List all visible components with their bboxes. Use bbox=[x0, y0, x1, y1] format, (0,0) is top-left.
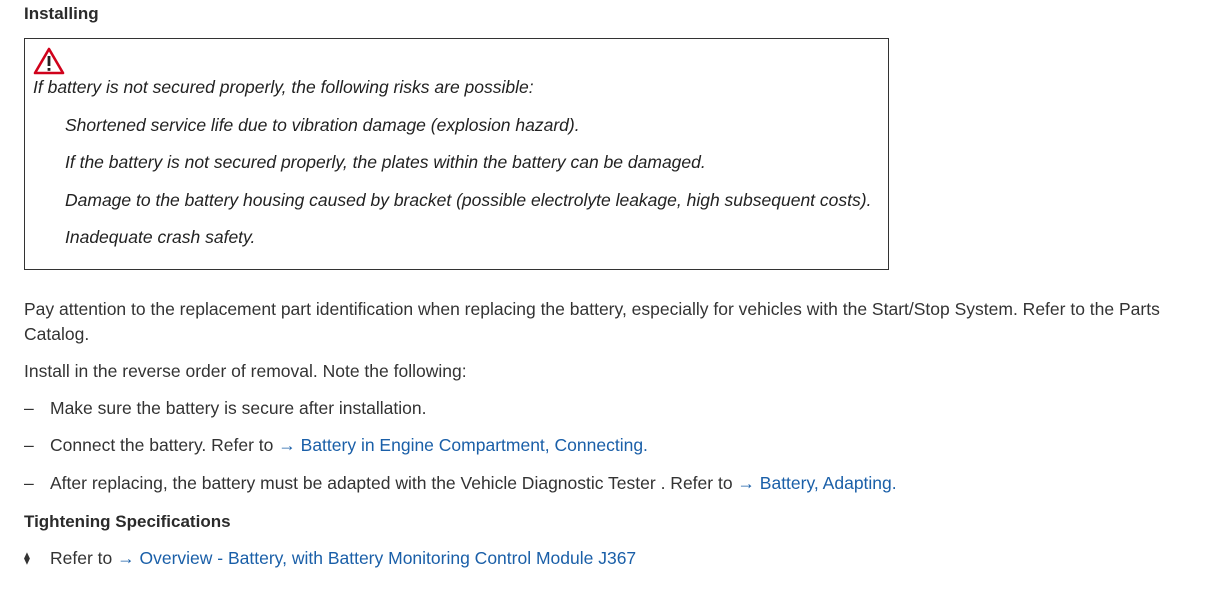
tightening-specifications-heading: Tightening Specifications bbox=[24, 512, 231, 531]
warning-intro: If battery is not secured properly, the following risks are possible: bbox=[33, 77, 534, 97]
battery-adapting-link[interactable]: → Battery, Adapting. bbox=[737, 473, 897, 493]
step-text: Make sure the battery is secure after installation. bbox=[50, 398, 427, 418]
warning-box bbox=[24, 38, 889, 270]
step-item bbox=[24, 398, 426, 419]
warning-item: Inadequate crash safety. bbox=[65, 227, 256, 247]
step-dash: – bbox=[24, 398, 34, 418]
battery-overview-link[interactable]: → Overview - Battery, with Battery Monitoring Control Module J367 bbox=[117, 548, 637, 568]
tightening-text: Refer to bbox=[50, 548, 118, 568]
step-text: Connect the battery. Refer to bbox=[50, 435, 279, 455]
installing-heading: Installing bbox=[24, 4, 99, 23]
replacement-part-paragraph: Pay attention to the replacement part identification when replacing the battery, especially for vehicles with the Start/Stop System. Refer to the Parts Catalog. bbox=[24, 299, 1160, 344]
battery-connecting-link[interactable]: → Battery in Engine Compartment, Connecting. bbox=[278, 435, 648, 455]
install-order-paragraph: Install in the reverse order of removal. Note the following: bbox=[24, 361, 467, 381]
warning-item: Shortened service life due to vibration damage (explosion hazard). bbox=[65, 115, 580, 135]
step-item bbox=[24, 435, 648, 456]
tightening-item bbox=[24, 548, 636, 569]
warning-item: Damage to the battery housing caused by bracket (possible electrolyte leakage, high subsequent costs). bbox=[65, 190, 872, 210]
step-dash: – bbox=[24, 473, 34, 493]
step-dash: – bbox=[24, 435, 34, 455]
diamond-bullet-icon: ⧫ bbox=[24, 551, 30, 565]
warning-triangle-icon bbox=[33, 47, 65, 75]
step-item bbox=[24, 473, 897, 494]
warning-item: If the battery is not secured properly, the plates within the battery can be damaged. bbox=[65, 152, 706, 172]
step-text: After replacing, the battery must be adapted with the Vehicle Diagnostic Tester . Refer to bbox=[50, 473, 738, 493]
